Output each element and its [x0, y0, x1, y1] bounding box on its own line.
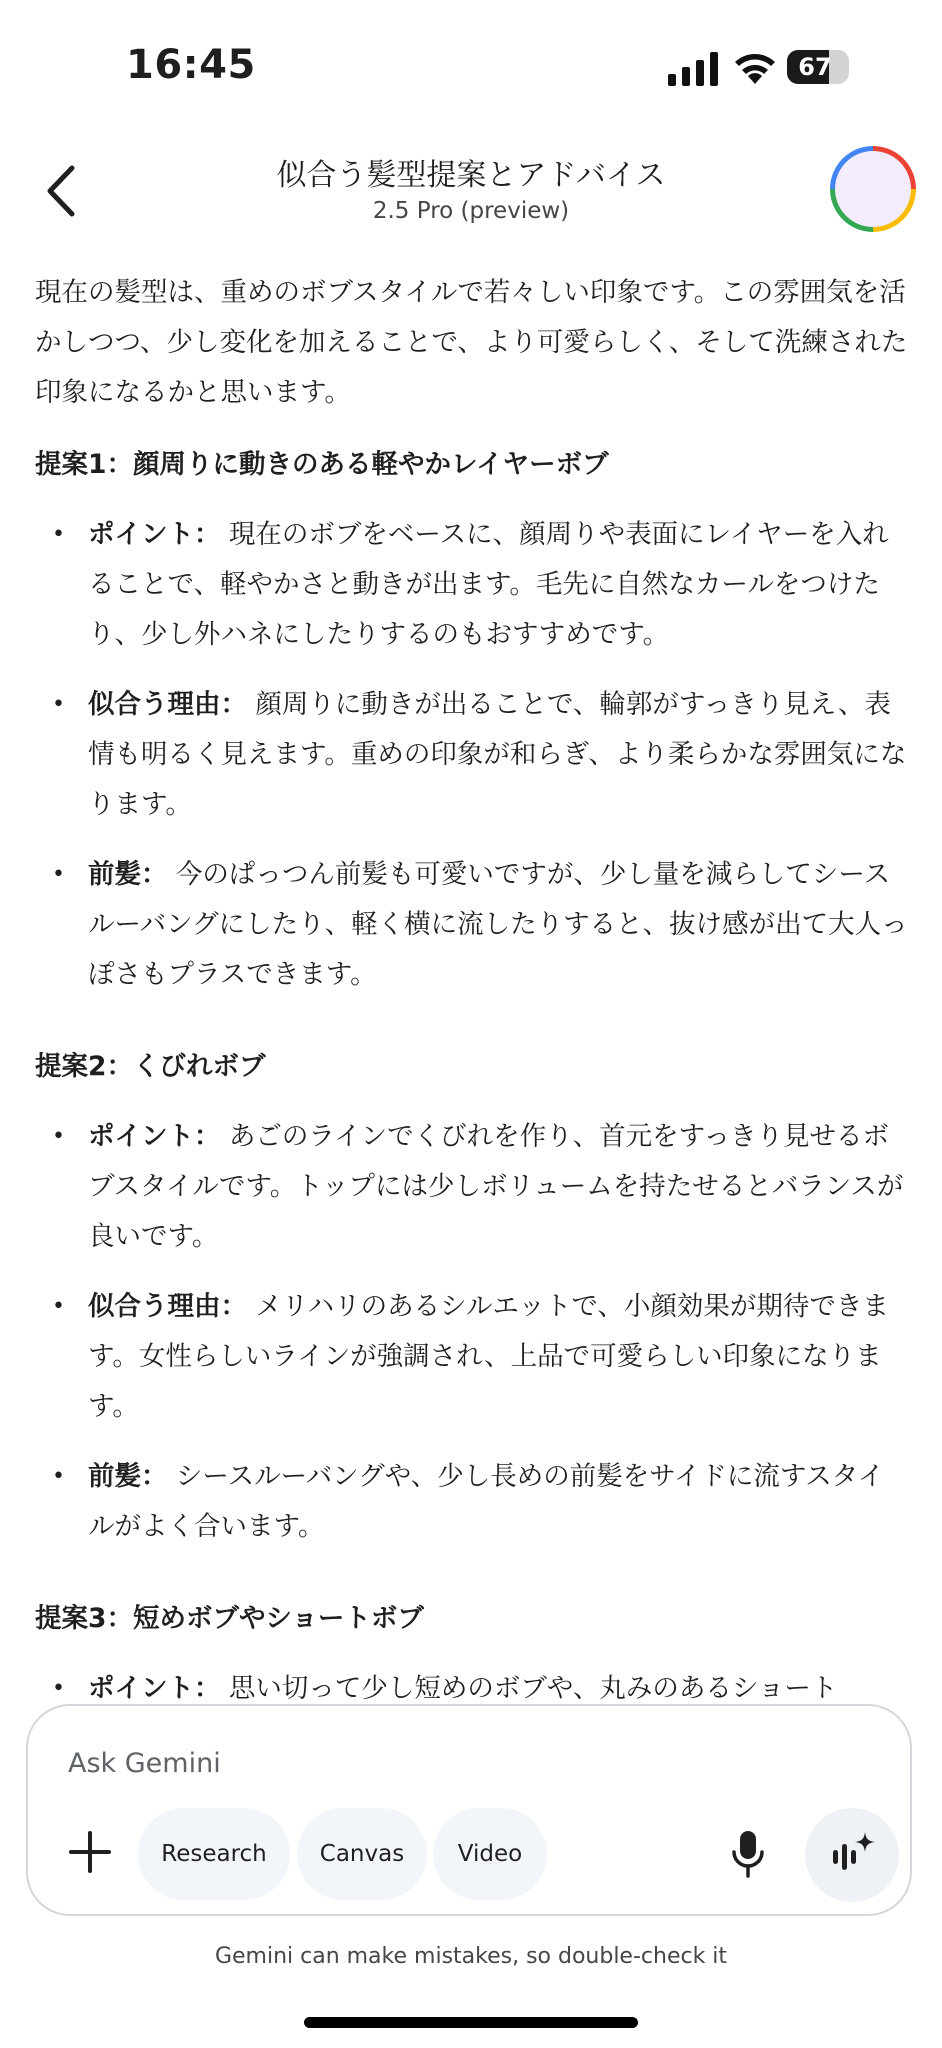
list-item	[35, 680, 910, 830]
sparkle-icon	[827, 1830, 877, 1880]
list-item	[35, 850, 910, 1000]
item-label: 前髪：	[88, 859, 168, 890]
section-heading: 提案3：短めボブやショートボブ	[35, 1603, 424, 1634]
prompt-input[interactable]: Ask Gemini	[68, 1748, 221, 1779]
home-indicator[interactable]	[304, 2017, 638, 2028]
status-time: 16:45	[126, 42, 256, 88]
item-text: 顔周りに動きが出ることで、輪郭がすっきり見え、表情も明るく見えます。重めの印象が和らぎ、より柔らかな雰囲気になります。	[88, 689, 907, 820]
item-label: 似合う理由：	[88, 689, 247, 720]
disclaimer: Gemini can make mistakes, so double-check it	[214, 1944, 728, 1969]
list-item	[35, 1452, 910, 1552]
avatar[interactable]	[830, 146, 916, 232]
video-chip[interactable]: Video	[433, 1808, 547, 1900]
item-text: あごのラインでくびれを作り、首元をすっきり見せるボブスタイルです。トップには少しボリュームを持たせるとバランスが良いです。	[88, 1121, 904, 1252]
response-content	[35, 268, 910, 1714]
page-title[interactable]: 似合う髪型提案とアドバイス	[276, 158, 666, 193]
item-text: シースルーバングや、少し長めの前髪をサイドに流すスタイルがよく合います。	[88, 1461, 885, 1542]
plus-icon[interactable]	[68, 1830, 112, 1874]
item-text: 今のぱっつん前髪も可愛いですが、少し量を減らしてシースルーバングにしたり、軽く横に流したりすると、抜け感が出て大人っぽさもプラスできます。	[88, 859, 908, 990]
live-button[interactable]	[805, 1808, 899, 1902]
section-heading: 提案1：顔周りに動きのある軽やかレイヤーボブ	[35, 449, 609, 480]
intro-paragraph: 現在の髪型は、重めのボブスタイルで若々しい印象です。この雰囲気を活かしつつ、少し変化を加えることで、より可愛らしく、そして洗練された印象になるかと思います。	[35, 277, 908, 408]
battery-percent: 67	[798, 53, 832, 81]
item-label: ポイント：	[88, 1121, 221, 1152]
section-list	[35, 1112, 910, 1552]
item-text: メリハリのあるシルエットで、小顔効果が期待できます。女性らしいラインが強調され、上品で可愛らしい印象になります。	[88, 1291, 889, 1422]
list-item	[35, 1112, 910, 1262]
mic-icon[interactable]	[731, 1830, 765, 1878]
signal-icon	[668, 52, 718, 86]
avatar-image	[835, 151, 911, 227]
section-heading: 提案2：くびれボブ	[35, 1051, 266, 1082]
item-label: ポイント：	[88, 519, 221, 550]
item-label: ポイント：	[88, 1673, 221, 1704]
item-text: 現在のボブをベースに、顔周りや表面にレイヤーを入れることで、軽やかさと動きが出ます。毛先に自然なカールをつけたり、少し外ハネにしたりするのもおすすめです。	[88, 519, 889, 650]
item-text: 思い切って少し短めのボブや、丸みのあるショート	[220, 1673, 838, 1704]
canvas-chip[interactable]: Canvas	[297, 1808, 427, 1900]
battery-icon	[787, 50, 849, 84]
section-list	[35, 510, 910, 1000]
list-item	[35, 1282, 910, 1432]
research-chip[interactable]: Research	[138, 1808, 290, 1900]
item-label: 似合う理由：	[88, 1291, 247, 1322]
model-label[interactable]: 2.5 Pro (preview)	[372, 198, 570, 224]
item-label: 前髪：	[88, 1461, 168, 1492]
wifi-icon	[733, 50, 777, 84]
list-item	[35, 510, 910, 660]
